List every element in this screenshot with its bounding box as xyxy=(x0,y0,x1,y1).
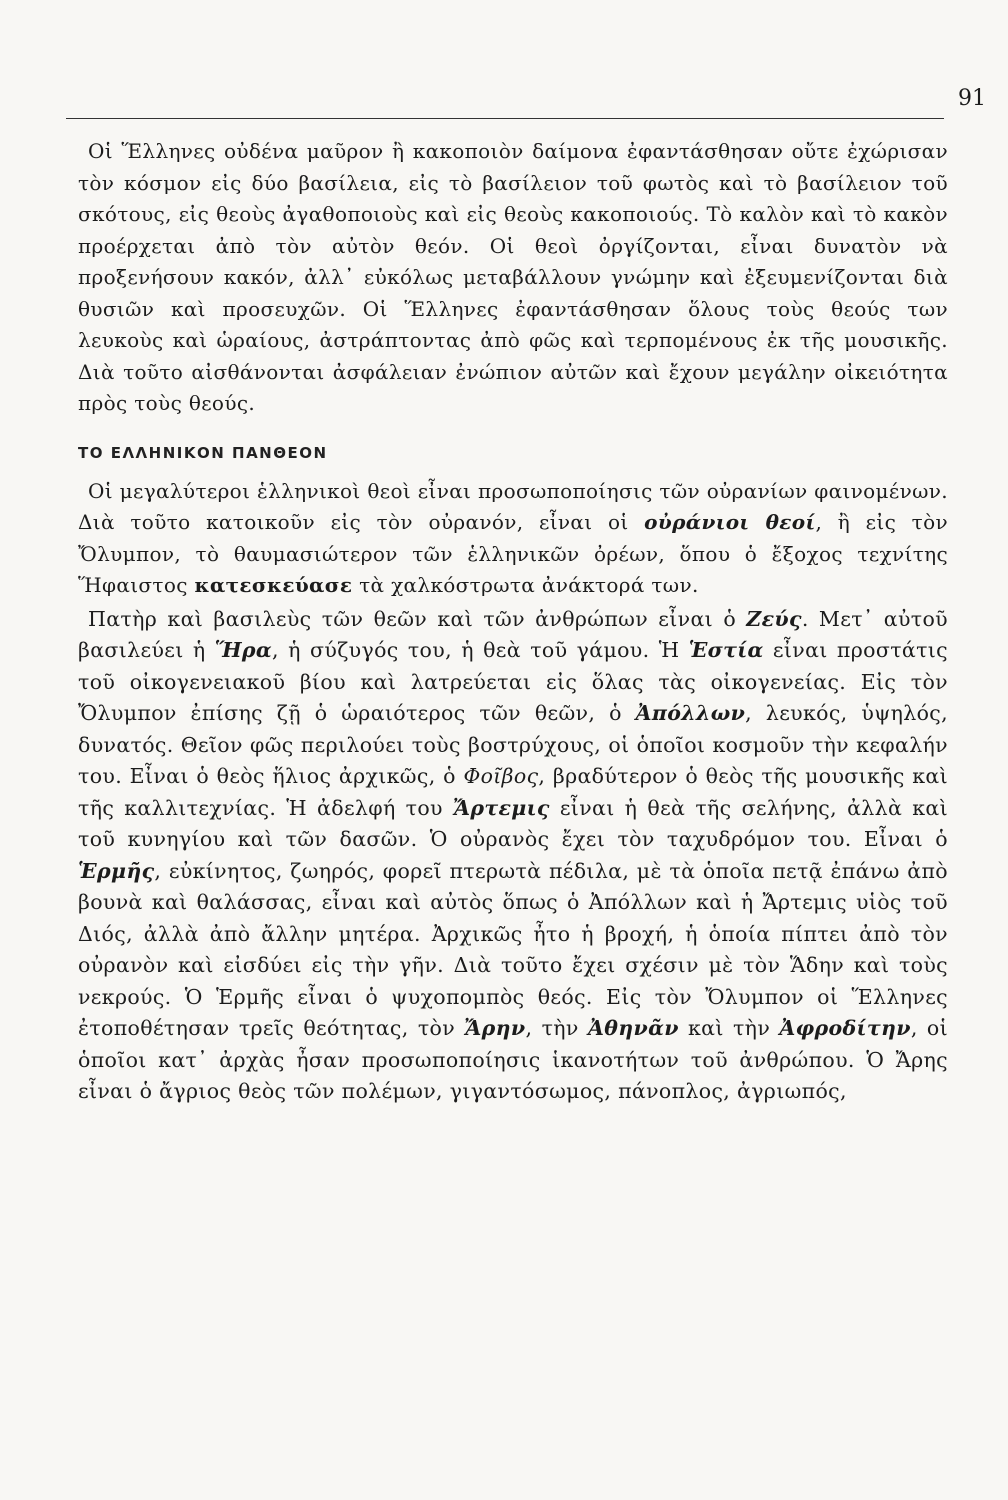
name-apollo: Ἀπόλλων xyxy=(635,701,746,725)
text-run: , εὐκίνητος, ζωηρός, φορεῖ πτερωτὰ πέδιλα, μὲ τὰ ὁποῖα πετᾷ ἐπάνω ἀπὸ βουνὰ καὶ θαλάσσας, εἶναι καὶ αὐτὸς ὅπως ὁ Ἀπόλλων καὶ ἡ Ἄρτεμις υἱὸς τοῦ Διός, ἀλλὰ ἀπὸ ἄλλην μητέρα. Ἀρχικῶς ἦτο ἡ βροχή, ἡ ὁποία πίπτει ἀπὸ τὸν οὐρανὸν καὶ εἰσδύει εἰς τὴν γῆν. Διὰ τοῦτο ἔχει σχέσιν μὲ τὸν Ἅδην καὶ τοὺς νεκρούς. Ὁ Ἑρμῆς εἶναι ὁ ψυχοπομπὸς θεός. Εἰς τὸν Ὄλυμπον οἱ Ἕλληνες ἐτοποθέτησαν τρεῖς θεότητας, τὸν xyxy=(78,858,948,1040)
text-run: . Μετ᾿ αὐτοῦ βασιλεύει ἡ xyxy=(78,606,948,662)
text-run: , τὴν xyxy=(525,1016,588,1040)
text-run: , ἡ σύζυγός του, ἡ θεὰ τοῦ γάμου. Ἡ xyxy=(272,638,689,662)
text-run: , βραδύτερον ὁ θεὸς τῆς μουσικῆς καὶ τῆς καλλιτεχνίας. Ἡ ἀδελφή του xyxy=(78,764,948,820)
name-hera: Ἥρα xyxy=(214,638,273,662)
paragraph-gods xyxy=(78,604,948,1108)
paragraph-intro: Οἱ Ἕλληνες οὐδένα μαῦρον ἢ κακοποιὸν δαίμονα ἐφαντάσθησαν οὔτε ἐχώρισαν τὸν κόσμον εἰς δύο βασίλεια, εἰς τὸ βασίλειον τοῦ φωτὸς καὶ τὸ βασίλειον τοῦ σκότους, εἰς θεοὺς ἀγαθοποιοὺς καὶ εἰς θεοὺς κακοποιούς. Τὸ καλὸν καὶ τὸ κακὸν προέρχεται ἀπὸ τὸν αὐτὸν θεόν. Οἱ θεοὶ ὀργίζονται, εἶναι δυνατὸν νὰ προξενήσουν κακόν, ἀλλ᾿ εὐκόλως μεταβάλλουν γνώμην καὶ ἐξευμενίζονται διὰ θυσιῶν καὶ προσευχῶν. Οἱ Ἕλληνες ἐφαντάσθησαν ὅλους τοὺς θεούς των λευκοὺς καὶ ὡραίους, ἀστράπτοντας ἀπὸ φῶς καὶ τερπομένους ἐκ τῆς μουσικῆς. Διὰ τοῦτο αἰσθάνονται ἀσφάλειαν ἐνώπιον αὐτῶν καὶ ἔχουν μεγάλην οἰκειότητα πρὸς τοὺς θεούς. xyxy=(78,139,948,415)
page-body xyxy=(78,136,948,1108)
paragraph-pantheon xyxy=(78,476,948,602)
name-athena: Ἀθηνᾶν xyxy=(587,1016,679,1040)
text-run: καὶ τὴν xyxy=(678,1016,780,1040)
name-hermes: Ἑρμῆς xyxy=(78,858,155,883)
emphasis-kateskevase: κατεσκεύασε xyxy=(194,573,353,597)
text-run: Οἱ μεγαλύτεροι ἑλληνικοὶ θεοὶ εἶναι προσωποποίησις τῶν οὐρανίων φαινομένων. Διὰ τοῦτο κατοικοῦν εἰς τὸν οὐρανόν, εἶναι οἱ xyxy=(78,478,948,534)
name-phoebus: Φοῖβος xyxy=(463,764,539,788)
text-run: εἶναι προστάτις τοῦ οἰκογενειακοῦ βίου καὶ λατρεύεται εἰς ὅλας τὰς οἰκογενείας. Εἰς τὸν Ὄλυμπον ἐπίσης ζῇ ὁ ὡραιότερος τῶν θεῶν, ὁ xyxy=(78,638,948,725)
name-artemis: Ἄρτεμις xyxy=(452,795,550,820)
name-ares: Ἄρην xyxy=(464,1016,526,1040)
text-run: Πατὴρ καὶ βασιλεὺς τῶν θεῶν καὶ τῶν ἀνθρώπων εἶναι ὁ xyxy=(88,606,747,631)
name-aphrodite: Ἀφροδίτην xyxy=(779,1016,911,1040)
text-run: , οἱ ὁποῖοι κατ᾿ ἀρχὰς ἦσαν προσωποποίησις ἱκανοτήτων τοῦ ἀνθρώπου. Ὁ Ἄρης εἶναι ὁ ἄγριος θεὸς τῶν πολέμων, γιγαντόσωμος, πάνοπλος, ἀγριωπός, xyxy=(78,1016,948,1103)
emphasis-ourania: οὐράνιοι θεοί xyxy=(644,510,816,534)
text-run: τὰ χαλκόστρωτα ἀνάκτορά των. xyxy=(352,573,699,597)
text-run: , λευκός, ὑψηλός, δυνατός. Θεῖον φῶς περιλούει τοὺς βοστρύχους, οἱ ὁποῖοι κοσμοῦν τὴν κεφαλήν του. Εἶναι ὁ θεὸς ἥλιος ἀρχικῶς, ὁ xyxy=(78,701,948,788)
text-run: εἶναι ἡ θεὰ τῆς σελήνης, ἀλλὰ καὶ τοῦ κυνηγίου καὶ τῶν δασῶν. Ὁ οὐρανὸς ἔχει τὸν ταχυδρόμον του. Εἶναι ὁ xyxy=(78,795,948,851)
section-heading: ΤΟ ΕΛΛΗΝΙΚΟΝ ΠΑΝΘΕΟΝ xyxy=(78,443,328,462)
header-rule xyxy=(66,118,944,119)
name-hestia: Ἑστία xyxy=(688,638,764,662)
name-zeus: Ζεύς xyxy=(746,606,802,631)
page-number: 91 xyxy=(958,86,986,111)
text-run: , ἢ εἰς τὸν Ὄλυμπον, τὸ θαυμασιώτερον τῶν ἑλληνικῶν ὀρέων, ὅπου ὁ ἔξοχος τεχνίτης Ἥφαιστος xyxy=(78,510,948,597)
